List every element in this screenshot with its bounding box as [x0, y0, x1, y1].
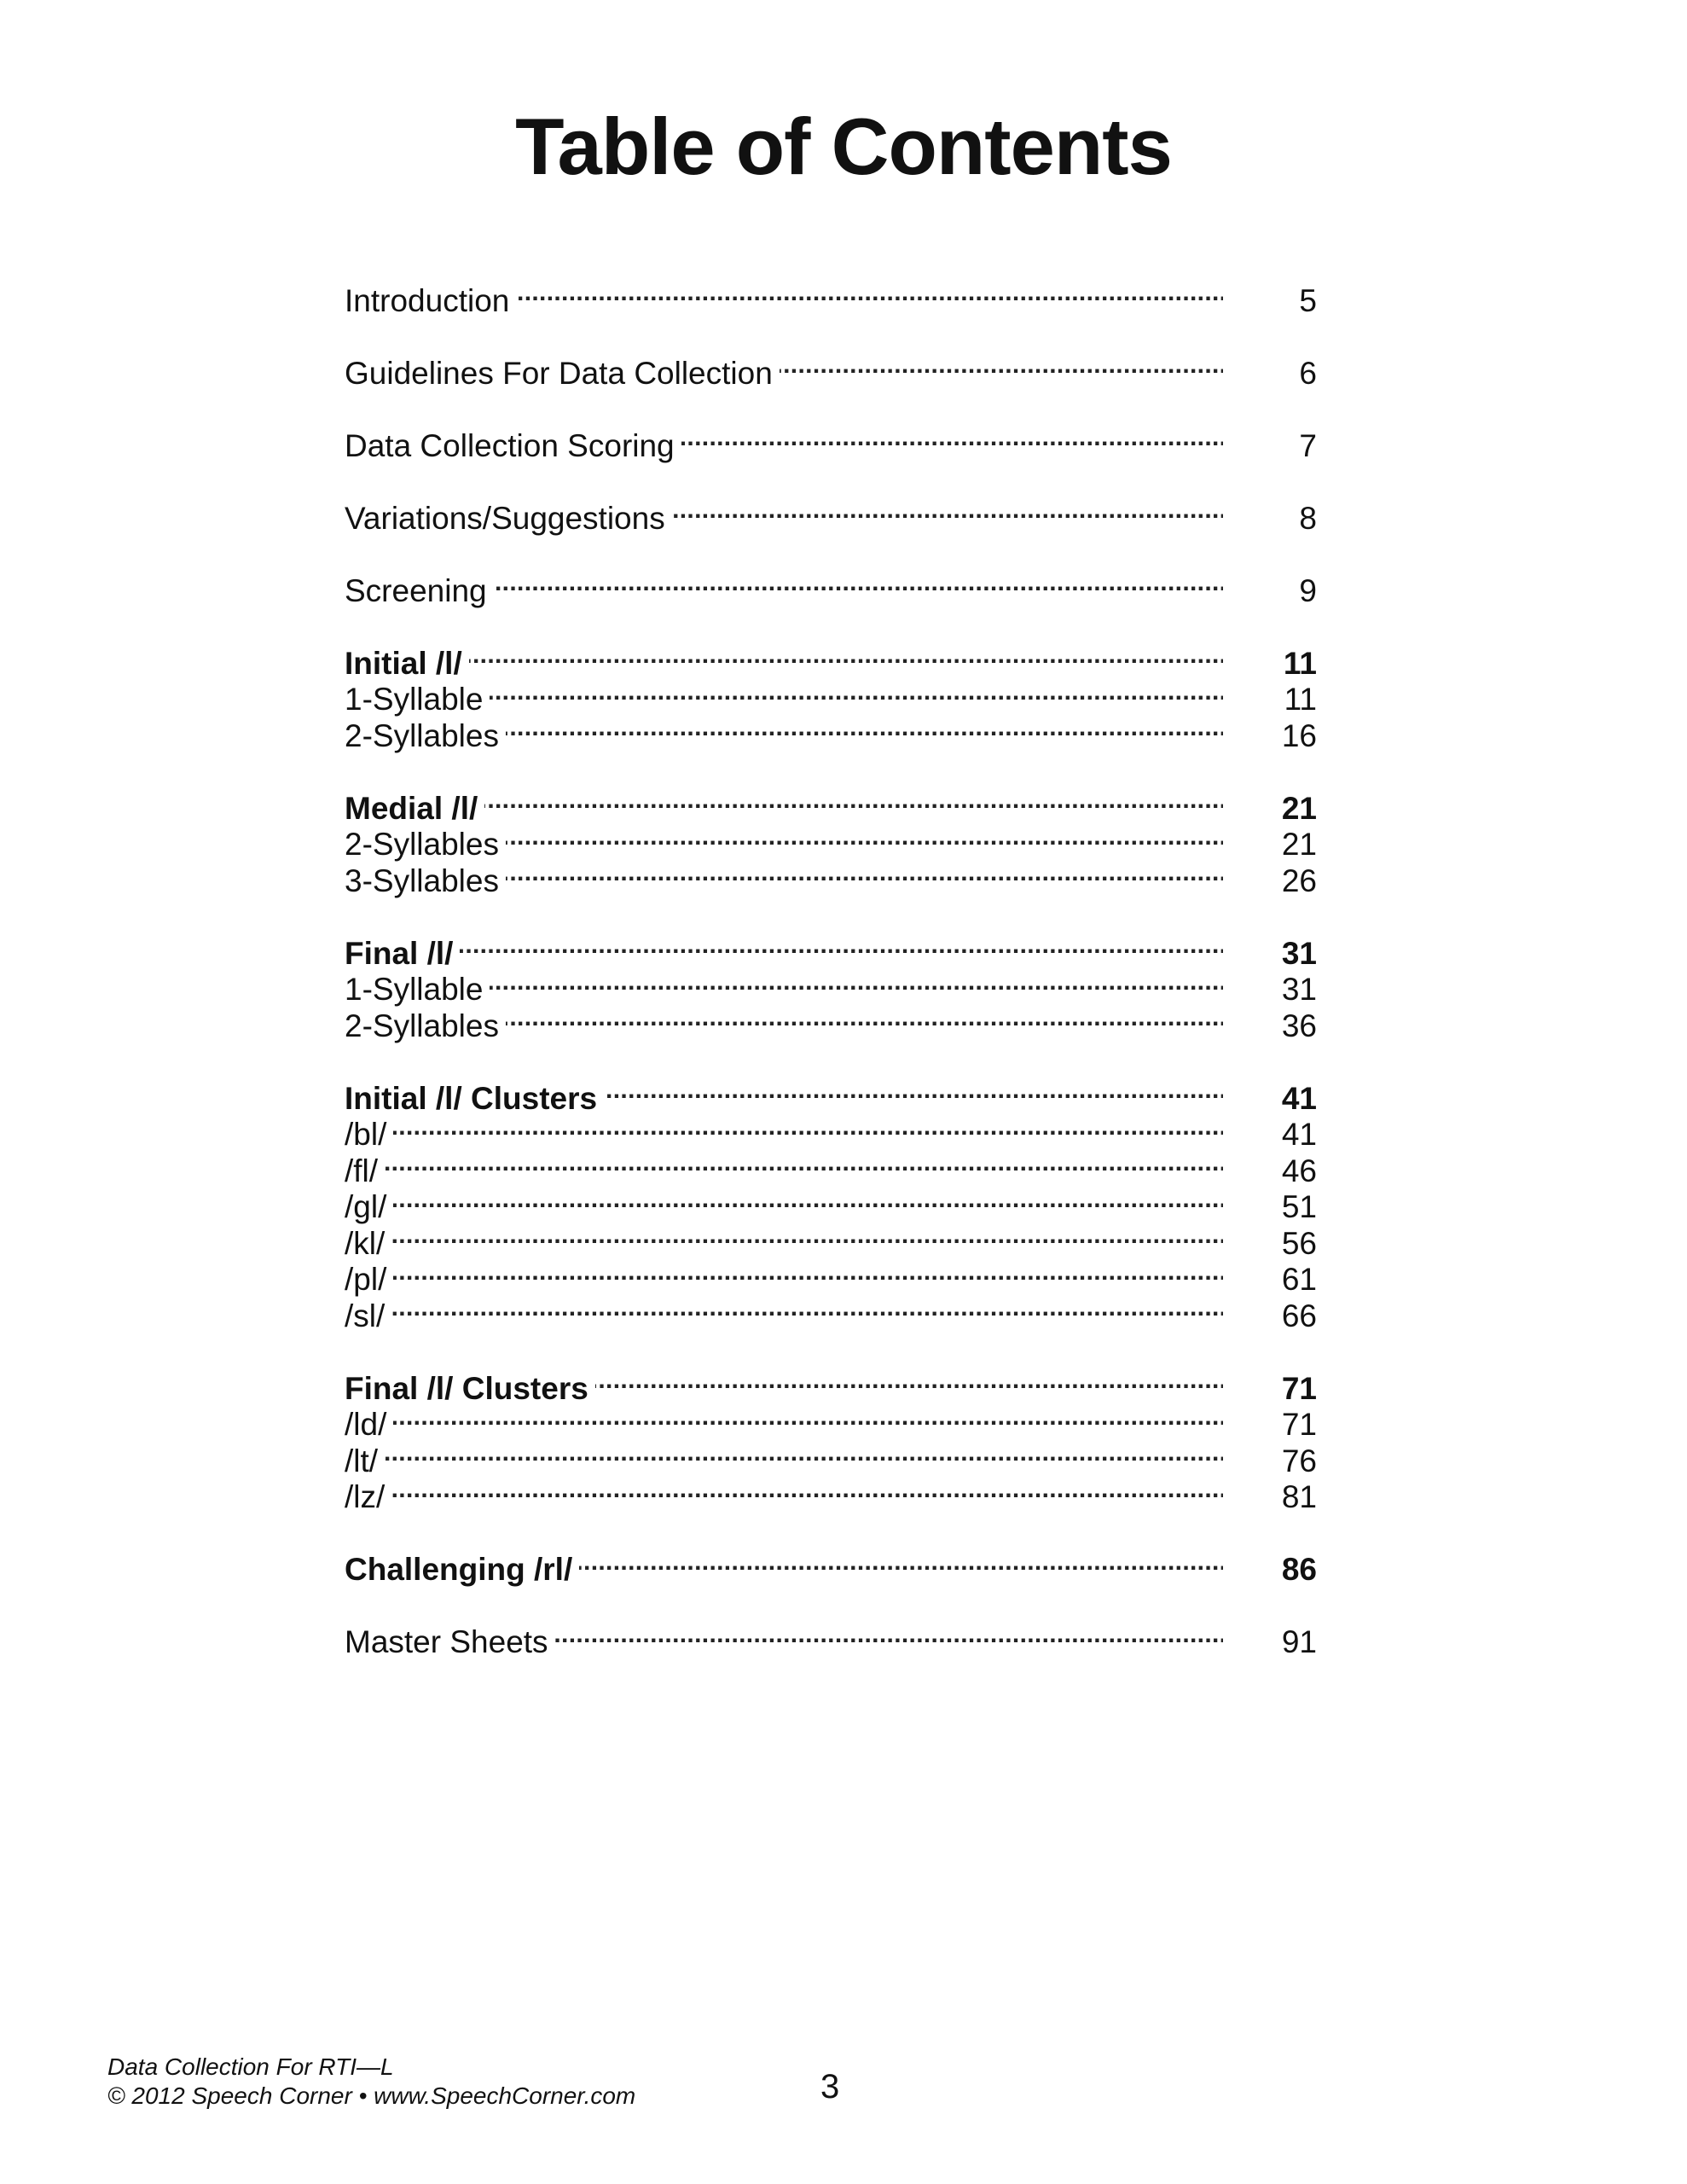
table-of-contents [345, 275, 1317, 1659]
toc-entry-page-number: 36 [1281, 1008, 1317, 1043]
toc-entry-page-number: 31 [1281, 935, 1317, 971]
footer-credits [107, 2053, 635, 2111]
dot-leader [391, 1472, 1223, 1508]
toc-heading-entry[interactable] [345, 1072, 1317, 1116]
toc-entry[interactable] [345, 674, 1317, 717]
toc-section [345, 1072, 1317, 1333]
toc-entry-label: /kl/ [345, 1225, 386, 1261]
dot-leader [672, 492, 1223, 529]
toc-entry-label: 2-Syllables [345, 1008, 499, 1043]
dot-leader [494, 565, 1223, 601]
toc-entry-label: Variations/Suggestions [345, 500, 665, 536]
toc-entry-label: Master Sheets [345, 1624, 548, 1659]
toc-section [345, 347, 1317, 391]
toc-entry-label: Guidelines For Data Collection [345, 355, 773, 391]
dot-leader [516, 275, 1223, 311]
toc-entry-page-number: 5 [1299, 282, 1317, 318]
toc-entry[interactable] [345, 819, 1317, 862]
dot-leader [393, 1254, 1223, 1291]
dot-leader [393, 1399, 1223, 1436]
toc-entry[interactable] [345, 347, 1317, 391]
page-title: Table of Contents [515, 102, 1172, 191]
dot-leader [460, 927, 1223, 964]
dot-leader [579, 1544, 1223, 1581]
dot-leader [484, 782, 1223, 819]
toc-entry-label: 1-Syllable [345, 682, 484, 717]
toc-section [345, 492, 1317, 536]
dot-leader [780, 347, 1223, 384]
toc-entry[interactable] [345, 1182, 1317, 1224]
toc-entry-page-number: 41 [1281, 1080, 1317, 1116]
dot-leader [391, 1290, 1223, 1327]
toc-entry-label: Challenging /rl/ [345, 1552, 573, 1587]
dot-leader [393, 1109, 1223, 1146]
toc-entry[interactable] [345, 1145, 1317, 1188]
toc-entry-label: /ld/ [345, 1407, 387, 1442]
section-gap [345, 1327, 1317, 1363]
toc-entry[interactable] [345, 1472, 1317, 1514]
toc-entry[interactable] [345, 420, 1317, 463]
dot-leader [506, 855, 1223, 892]
toc-entry-label: /lz/ [345, 1479, 386, 1514]
toc-entry-page-number: 76 [1281, 1443, 1317, 1478]
footer-copyright: © 2012 Speech Corner • www.SpeechCorner.com [107, 2082, 636, 2109]
toc-heading-entry[interactable] [345, 927, 1317, 971]
toc-entry-page-number: 16 [1281, 717, 1317, 753]
toc-entry-label: /fl/ [345, 1153, 379, 1188]
toc-heading-entry[interactable] [345, 1544, 1317, 1587]
toc-section [345, 565, 1317, 608]
toc-entry-page-number: 8 [1299, 500, 1317, 536]
toc-entry[interactable] [345, 275, 1317, 318]
toc-entry-label: Data Collection Scoring [345, 427, 675, 463]
toc-entry[interactable] [345, 1435, 1317, 1478]
toc-entry-page-number: 51 [1281, 1189, 1317, 1224]
toc-section [345, 637, 1317, 753]
toc-section [345, 927, 1317, 1043]
toc-entry-page-number: 26 [1281, 863, 1317, 898]
toc-entry-label: Final /l/ [345, 935, 454, 971]
toc-entry-page-number: 11 [1284, 682, 1317, 717]
dot-leader [469, 637, 1223, 674]
toc-entry-page-number: 71 [1281, 1370, 1317, 1406]
toc-entry-label: Medial /l/ [345, 790, 478, 826]
toc-heading-entry[interactable] [345, 1362, 1317, 1406]
toc-entry-label: Initial /l/ [345, 645, 462, 681]
dot-leader [490, 674, 1223, 711]
toc-entry-page-number: 21 [1281, 790, 1317, 826]
toc-entry-label: 1-Syllable [345, 972, 484, 1007]
toc-section [345, 1617, 1317, 1659]
toc-entry-page-number: 31 [1281, 972, 1317, 1007]
toc-entry-page-number: 61 [1281, 1262, 1317, 1297]
toc-entry-label: Introduction [345, 282, 510, 318]
dot-leader [506, 819, 1223, 856]
toc-entry-page-number: 6 [1299, 355, 1317, 391]
toc-section [345, 1362, 1317, 1514]
dot-leader [385, 1435, 1223, 1472]
toc-entry-label: 3-Syllables [345, 863, 499, 898]
toc-entry[interactable] [345, 1217, 1317, 1261]
toc-entry-page-number: 91 [1281, 1624, 1317, 1659]
dot-leader [385, 1145, 1223, 1182]
toc-entry-page-number: 56 [1281, 1225, 1317, 1261]
dot-leader [506, 710, 1223, 746]
toc-entry-page-number: 11 [1283, 645, 1317, 681]
toc-entry-page-number: 71 [1281, 1407, 1317, 1442]
toc-entry-page-number: 9 [1299, 572, 1317, 608]
toc-entry[interactable] [345, 710, 1317, 753]
toc-entry-label: Initial /l/ Clusters [345, 1080, 598, 1116]
toc-entry[interactable] [345, 492, 1317, 536]
toc-section [345, 275, 1317, 318]
toc-entry[interactable] [345, 1109, 1317, 1152]
toc-entry-label: 2-Syllables [345, 717, 499, 753]
toc-section [345, 782, 1317, 898]
toc-entry[interactable] [345, 1399, 1317, 1442]
dot-leader [391, 1217, 1223, 1254]
toc-entry-page-number: 7 [1299, 427, 1317, 463]
toc-entry[interactable] [345, 1617, 1317, 1659]
toc-heading-entry[interactable] [345, 637, 1317, 681]
toc-entry[interactable] [345, 1000, 1317, 1043]
toc-entry[interactable] [345, 565, 1317, 608]
toc-entry[interactable] [345, 1254, 1317, 1297]
toc-entry-label: Screening [345, 572, 487, 608]
toc-section [345, 420, 1317, 463]
toc-entry-page-number: 41 [1281, 1117, 1317, 1152]
dot-leader [393, 1182, 1223, 1218]
dot-leader [604, 1072, 1223, 1109]
toc-entry-label: /bl/ [345, 1117, 387, 1152]
toc-entry-label: /pl/ [345, 1262, 387, 1297]
toc-entry-label: /sl/ [345, 1298, 386, 1333]
toc-entry-label: /lt/ [345, 1443, 379, 1478]
toc-entry-label: Final /l/ Clusters [345, 1370, 588, 1406]
toc-entry[interactable] [345, 964, 1317, 1007]
toc-entry-label: 2-Syllables [345, 827, 499, 862]
toc-entry-page-number: 66 [1281, 1298, 1317, 1333]
toc-entry-label: /gl/ [345, 1189, 387, 1224]
toc-entry-page-number: 46 [1281, 1153, 1317, 1188]
toc-heading-entry[interactable] [345, 782, 1317, 826]
toc-entry-page-number: 21 [1281, 827, 1317, 862]
toc-entry[interactable] [345, 1290, 1317, 1333]
footer-page-number: 3 [820, 2068, 840, 2106]
section-gap [345, 1507, 1317, 1544]
dot-leader [490, 964, 1223, 1001]
dot-leader [595, 1362, 1223, 1399]
dot-leader [681, 420, 1223, 456]
toc-entry-page-number: 81 [1281, 1479, 1317, 1514]
toc-section [345, 1544, 1317, 1587]
dot-leader [506, 1000, 1223, 1037]
toc-entry-page-number: 86 [1281, 1552, 1317, 1587]
dot-leader [555, 1617, 1223, 1653]
footer-book-title: Data Collection For RTI—L [107, 2053, 394, 2080]
